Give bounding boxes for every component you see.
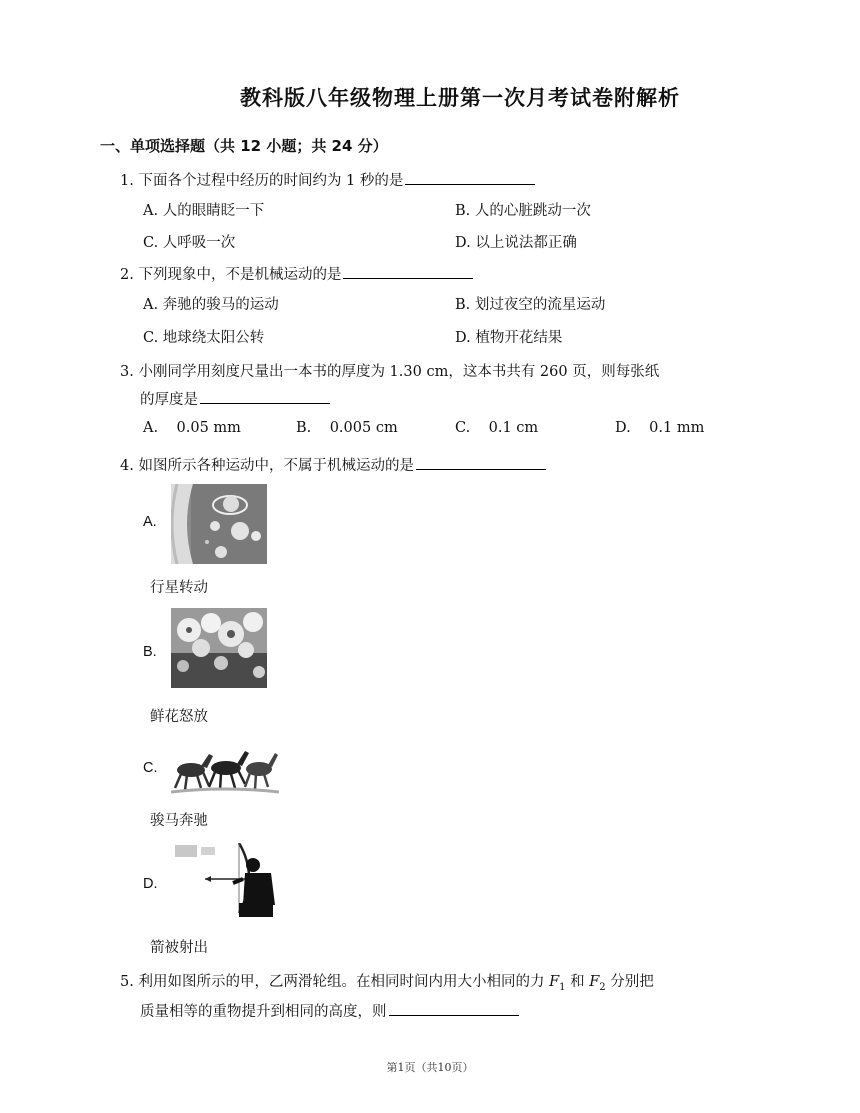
question-3-stem-line2: 的厚度是	[140, 389, 330, 410]
answer-blank	[416, 455, 546, 470]
question-5-stem-line1: 5. 利用如图所示的甲，乙两滑轮组。在相同时间内用大小相同的力 $F_1$ 和 $F_2$ 分别把	[120, 974, 654, 993]
answer-blank	[389, 1001, 519, 1016]
question-2-stem: 2. 下列现象中，不是机械运动的是	[120, 264, 473, 285]
question-4-option-a-caption: 行星转动	[150, 580, 208, 596]
question-4-option-a-label: A.	[143, 514, 157, 530]
question-3-option-c: C. 0.1 cm	[455, 420, 539, 436]
answer-blank	[343, 264, 473, 279]
question-4-option-c-caption: 骏马奔驰	[150, 813, 208, 829]
question-2-option-d: D. 植物开花结果	[455, 330, 563, 346]
question-1-option-b: B. 人的心脏跳动一次	[455, 203, 591, 219]
answer-blank	[405, 170, 535, 185]
question-4-option-d-caption: 箭被射出	[150, 940, 208, 956]
question-4-option-b-caption: 鲜花怒放	[150, 709, 208, 725]
question-3-option-a: A. 0.05 mm	[143, 420, 241, 436]
archer-image	[171, 843, 279, 917]
page-title: 教科版八年级物理上册第一次月考试卷附解析	[240, 86, 680, 110]
question-3-option-b: B. 0.005 cm	[296, 420, 398, 436]
question-2-option-a: A. 奔驰的骏马的运动	[143, 297, 279, 313]
force-f2: $F_2$	[589, 974, 606, 993]
flowers-image	[171, 608, 267, 688]
question-4-option-b-label: B.	[143, 644, 157, 660]
question-1-option-a: A. 人的眼睛眨一下	[143, 203, 265, 219]
force-f1: $F_1$	[549, 974, 566, 993]
question-2-option-c: C. 地球绕太阳公转	[143, 330, 265, 346]
page-footer: 第1页（共10页）	[386, 1061, 474, 1074]
question-1-stem: 1. 下面各个过程中经历的时间约为 1 秒的是	[120, 170, 535, 191]
question-5-stem-line2: 质量相等的重物提升到相同的高度，则	[140, 1001, 519, 1022]
question-4-stem: 4. 如图所示各种运动中，不属于机械运动的是	[120, 455, 546, 476]
question-3-option-d: D. 0.1 mm	[615, 420, 705, 436]
question-4-option-d-label: D.	[143, 876, 158, 892]
question-3-stem-line1: 3. 小刚同学用刻度尺量出一本书的厚度为 1.30 cm，这本书共有 260 页，则每张纸	[120, 364, 660, 380]
horses-image	[171, 742, 279, 796]
question-1-option-d: D. 以上说法都正确	[455, 235, 577, 251]
section-heading-single-choice: 一、单项选择题（共 12 小题；共 24 分）	[100, 137, 388, 155]
question-2-option-b: B. 划过夜空的流星运动	[455, 297, 606, 313]
question-1-option-c: C. 人呼吸一次	[143, 235, 236, 251]
answer-blank	[200, 389, 330, 404]
planets-image	[171, 484, 267, 564]
question-4-option-c-label: C.	[143, 760, 158, 776]
